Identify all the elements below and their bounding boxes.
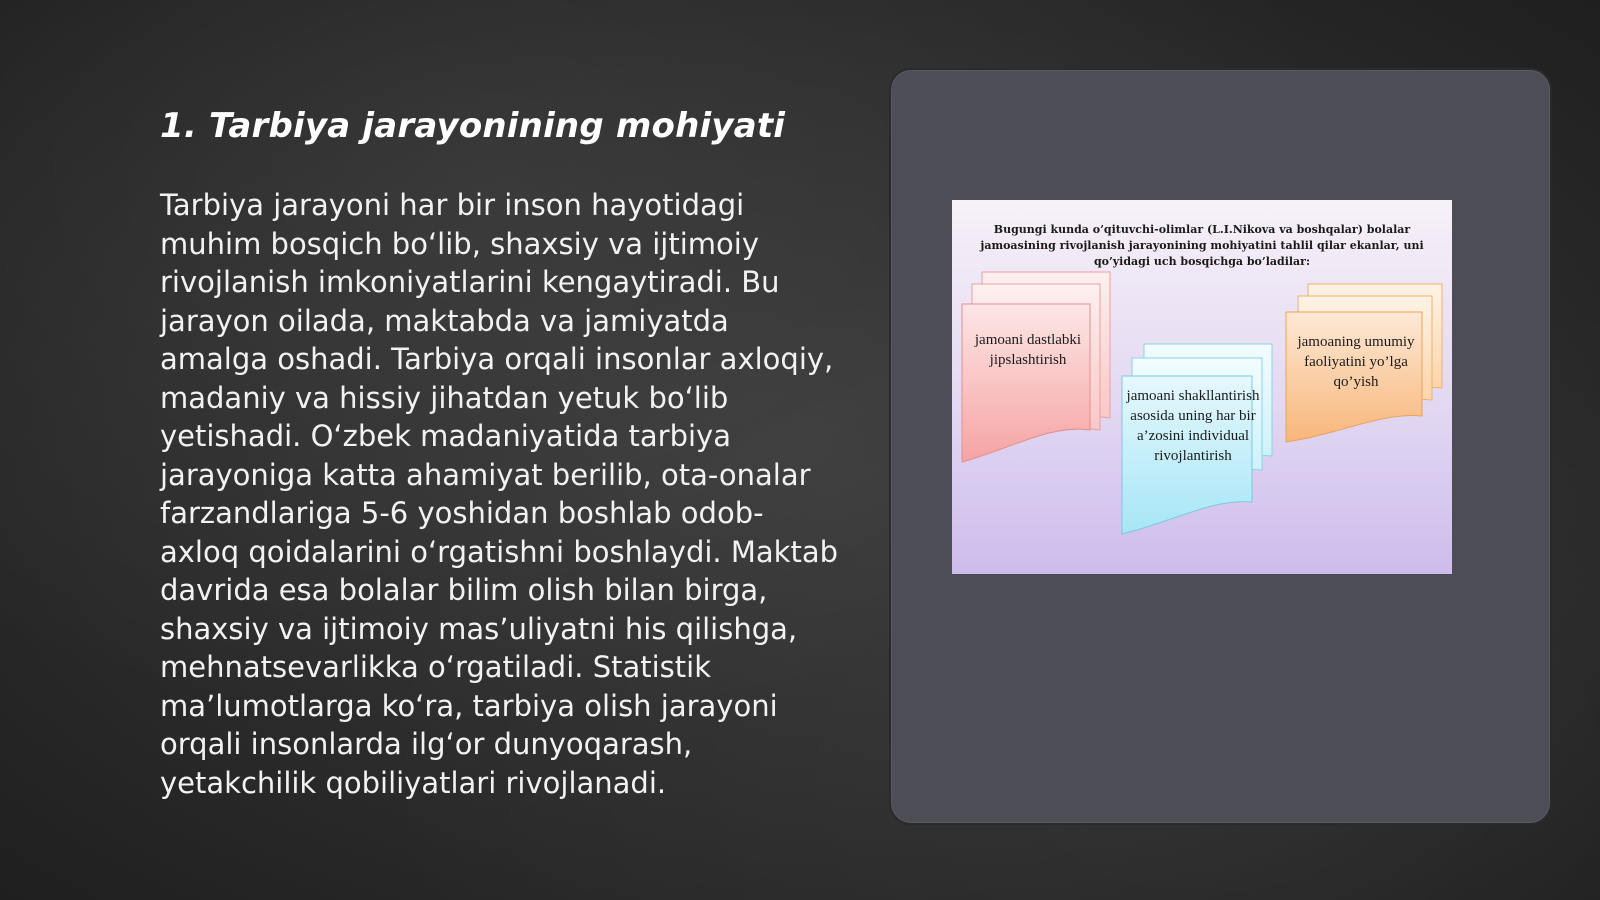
stage-2-label: jamoani shakllantirish asosida uning har bir a’zosini individual rivojlantirish bbox=[1126, 388, 1260, 464]
stages-diagram bbox=[952, 200, 1452, 574]
stage-1-label: jamoani dastlabki jipslashtirish bbox=[974, 332, 1082, 368]
diagram-caption: Bugungi kunda o’qituvchi-olimlar (L.I.Nikova va boshqalar) bolalar jamoasining rivojlanish jarayonining mohiyatini tahlil qilar ekanlar, uni qo’yidagi uch bosqichga bo’ladilar: bbox=[980, 223, 1424, 268]
slide-title: 1. Tarbiya jarayonining mohiyati bbox=[160, 106, 786, 146]
stage-3-label: jamoaning umumiy faoliyatini yo’lga qo’yish bbox=[1297, 334, 1415, 390]
slide-body-text: Tarbiya jarayoni har bir inson hayotidagi muhim bosqich bo‘lib, shaxsiy va ijtimoiy rivojlanish imkoniyatlarini kengaytiradi. Bu jarayon oilada, maktabda va jamiyatda amalga oshadi. Tarbiya orqali insonlar axloqiy, madaniy va hissiy jihatdan yetuk bo‘lib yetishadi. O‘zbek madaniyatida tarbiya jarayoniga katta ahamiyat berilib, ota-onalar farzandlariga 5-6 yoshidan boshlab odob-axloq qoidalarini o‘rgatishni boshlaydi. Maktab davrida esa bolalar bilim olish bilan birga, shaxsiy va ijtimoiy mas’uliyatni his qilishga, mehnatsevarlikka o‘rgatiladi. Statistik ma’lumotlarga ko‘ra, tarbiya olish jarayoni orqali insonlarda ilg‘or dunyoqarash, yetakchilik qobiliyatlari rivojlanadi. bbox=[160, 188, 839, 800]
image-panel bbox=[889, 68, 1552, 825]
